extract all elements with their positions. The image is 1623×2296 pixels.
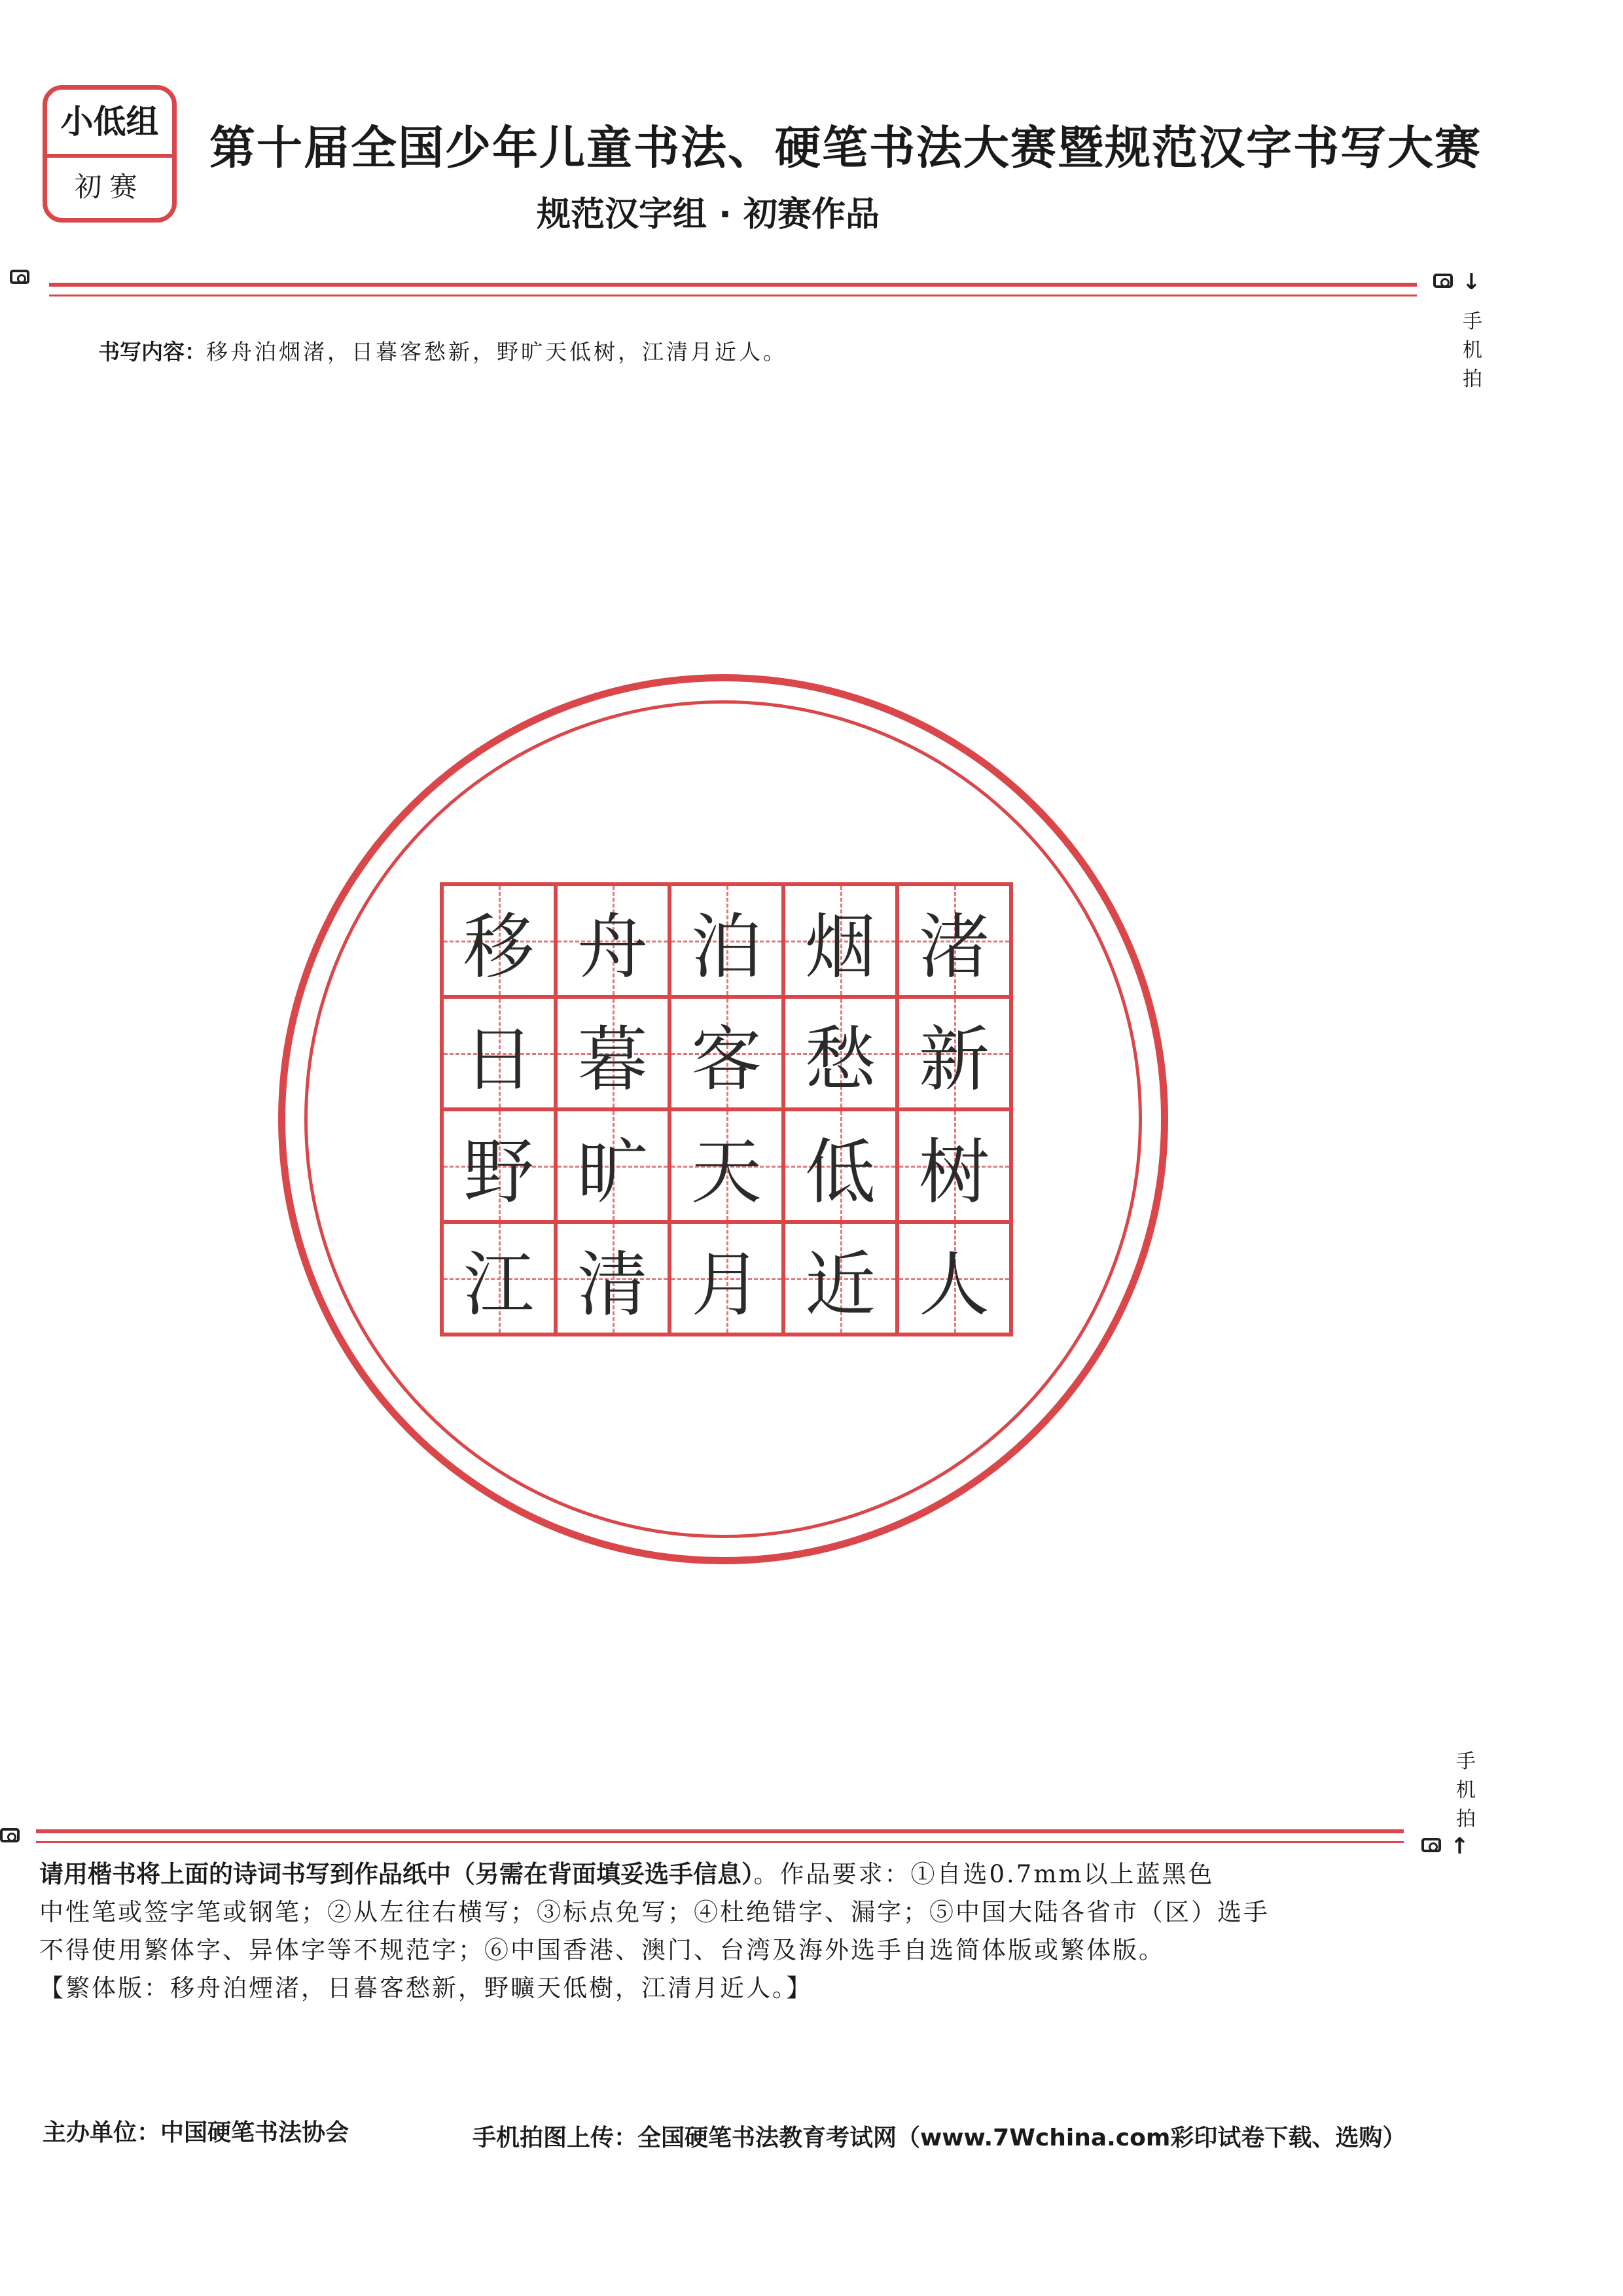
writing-content-text: 移舟泊烟渚，日暮客愁新，野旷天低树，江清月近人。: [206, 339, 787, 365]
calligraphy-grid: [440, 882, 1013, 1336]
requirements-line-2: 中性笔或签字笔或钢笔；②从左往右横写；③标点免写；④杜绝错字、漏字；⑤中国大陆各省市（区）选手: [39, 1898, 1270, 1926]
grid-cell: 清: [556, 1222, 669, 1335]
grid-cell: 天: [669, 1109, 783, 1222]
bottom-rule: [36, 1829, 1404, 1833]
writing-content-label: 书写内容：: [98, 339, 206, 365]
requirements-text: [39, 1856, 1414, 2007]
grid-cell: 日: [442, 997, 556, 1109]
camera-icon: [1421, 1838, 1441, 1852]
grid-cell: 愁: [783, 997, 897, 1109]
page-title: 第十届全国少年儿童书法、硬笔书法大赛暨规范汉字书写大赛: [209, 120, 1482, 175]
requirements-line-3: 不得使用繁体字、异体字等不规范字；⑥中国香港、澳门、台湾及海外选手自选简体版或繁体版。: [39, 1936, 1165, 1964]
grid-cell: 泊: [669, 884, 783, 997]
grid-cell: 月: [669, 1222, 783, 1335]
grid-cell: 烟: [783, 884, 897, 997]
up-arrow-icon: ↑: [1450, 1833, 1469, 1859]
badge-stage-label: 初赛: [74, 171, 145, 203]
grid-cell: 移: [442, 884, 556, 997]
side-note-top: 手机拍: [1463, 310, 1482, 391]
organizer-text: 主办单位：中国硬笔书法协会: [43, 2119, 349, 2146]
badge-group-label: 小低组: [47, 90, 172, 158]
grid-cell: 舟: [556, 884, 669, 997]
grid-cell: 江: [442, 1222, 556, 1335]
grid-cell: 近: [783, 1222, 897, 1335]
grid-cell: 渚: [897, 884, 1011, 997]
top-rule: [49, 283, 1417, 287]
grid-cell: 旷: [556, 1109, 669, 1222]
upload-text: 手机拍图上传：全国硬笔书法教育考试网（www.7Wchina.com彩印试卷下载、选购）: [473, 2125, 1406, 2151]
top-rule-thin: [49, 295, 1417, 296]
grid-cell: 新: [897, 997, 1011, 1109]
grid-cell: 人: [897, 1222, 1011, 1335]
requirements-line-1: 请用楷书将上面的诗词书写到作品纸中（另需在背面填妥选手信息）。作品要求：①自选0.7mm以上蓝黑色: [39, 1860, 1215, 1888]
grid-cell: 低: [783, 1109, 897, 1222]
grid-cell: 树: [897, 1109, 1011, 1222]
bottom-rule-thin: [36, 1841, 1404, 1843]
writing-content: [98, 335, 787, 366]
requirements-line-4: 【繁体版：移舟泊煙渚，日暮客愁新，野曠天低樹，江清月近人。】: [39, 1974, 813, 2002]
page-subtitle: 规范汉字组 · 初赛作品: [537, 195, 880, 234]
grid-cell: 野: [442, 1109, 556, 1222]
side-note-bottom: 手机拍: [1456, 1750, 1476, 1831]
camera-icon: [0, 1828, 20, 1842]
group-badge: [43, 85, 177, 223]
camera-icon: [10, 270, 29, 284]
down-arrow-icon: ↓: [1462, 269, 1481, 295]
grid-cell: 暮: [556, 997, 669, 1109]
camera-icon: [1433, 274, 1453, 288]
grid-cell: 客: [669, 997, 783, 1109]
